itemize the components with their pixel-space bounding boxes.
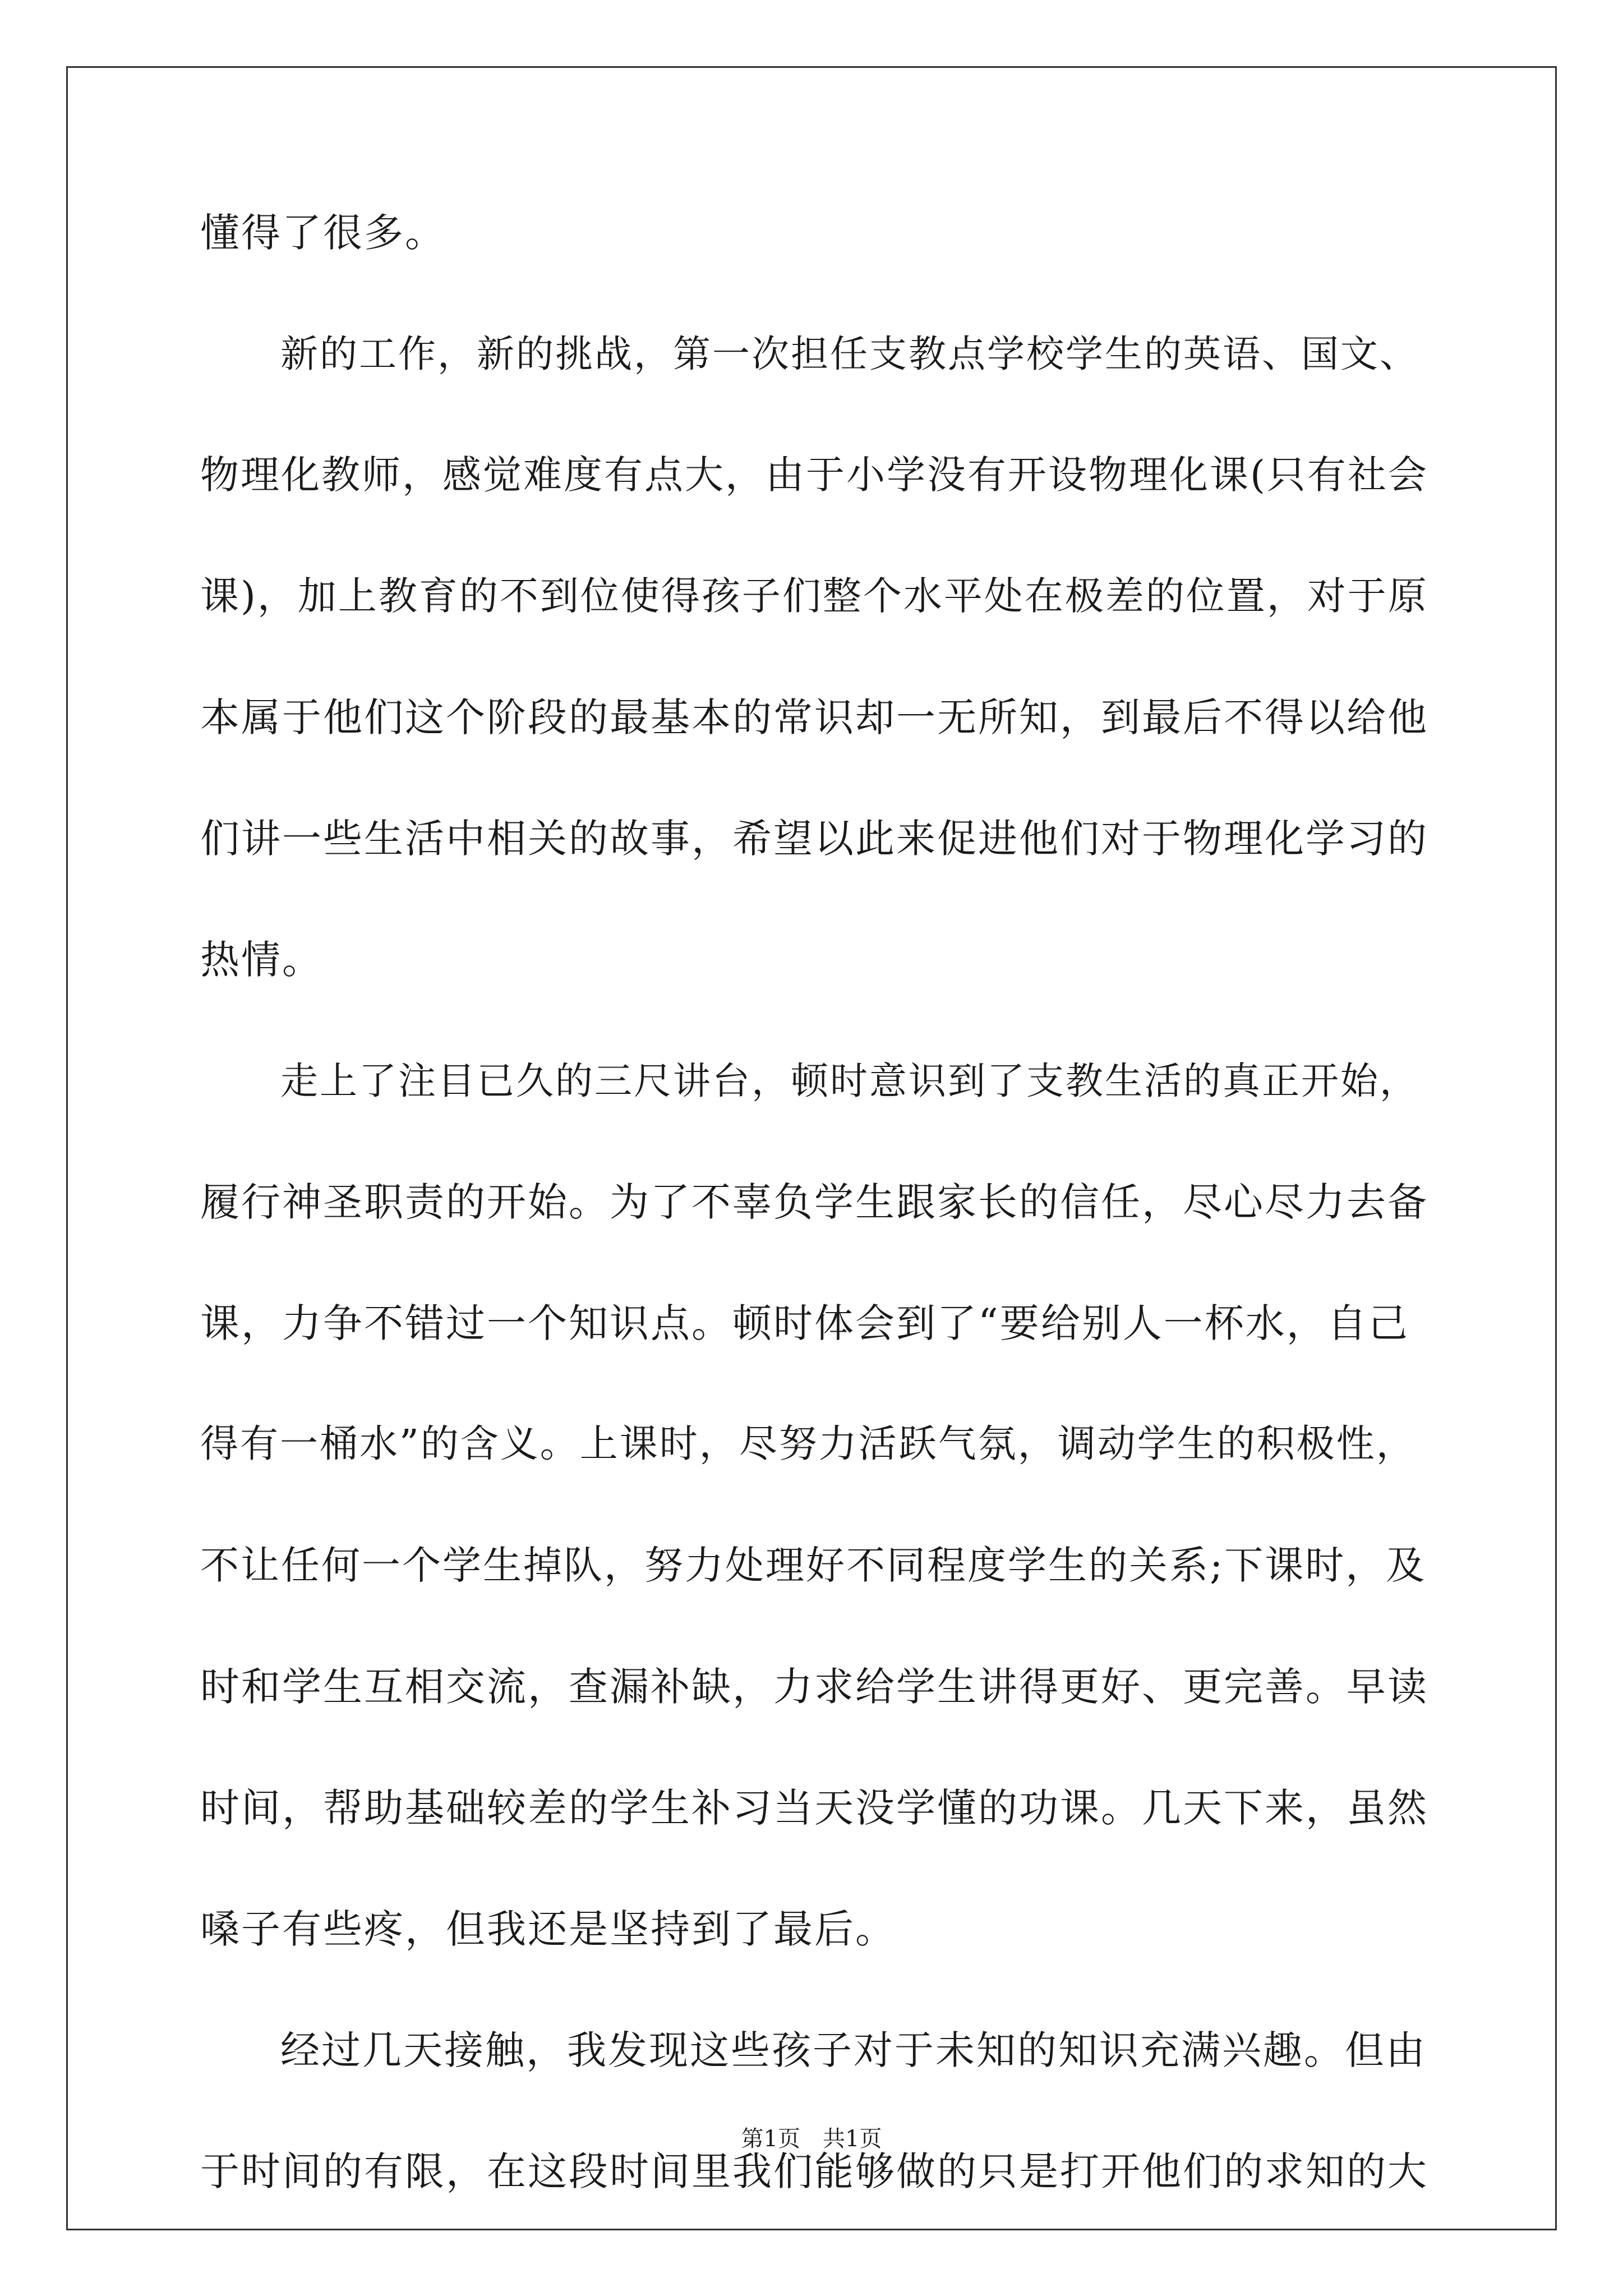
text-line: 嗓子有些疼，但我还是坚持到了最后。 [200, 1906, 896, 1952]
text-line: 们讲一些生活中相关的故事，希望以此来促进他们对于物理化学习的 [200, 816, 1428, 862]
text-line: 不让任何一个学生掉队，努力处理好不同程度学生的关系;下课时，及 [200, 1543, 1427, 1588]
text-line: 本属于他们这个阶段的最基本的常识却一无所知，到最后不得以给他 [200, 694, 1428, 740]
text-line: 履行神圣职责的开始。为了不辜负学生跟家长的信任，尽心尽力去备 [200, 1179, 1428, 1225]
text-line: 物理化教师，感觉难度有点大，由于小学没有开设物理化课(只有社会 [200, 453, 1428, 498]
page-number: 第1页 [741, 2126, 800, 2152]
text-line: 时间，帮助基础较差的学生补习当天没学懂的功课。几天下来，虽然 [200, 1785, 1428, 1831]
text-line: 新的工作，新的挑战，第一次担任支教点学校学生的英语、国文、 [280, 332, 1419, 376]
text-line: 课)，加上教育的不到位使得孩子们整个水平处在极差的位置，对于原 [200, 574, 1428, 619]
page-total: 共1页 [823, 2126, 882, 2152]
text-line: 时和学生互相交流，查漏补缺，力求给学生讲得更好、更完善。早读 [200, 1664, 1428, 1710]
text-line: 热情。 [200, 937, 323, 983]
text-line: 课，力争不错过一个知识点。顿时体会到了“要给别人一杯水，自己 [200, 1300, 1409, 1346]
page-footer [0, 2125, 1623, 2153]
text-line: 懂得了很多。 [200, 210, 446, 256]
text-line: 得有一桶水”的含义。上课时，尽努力活跃气氛，调动学生的积极性， [200, 1422, 1416, 1466]
text-line: 经过几天接触，我发现这些孩子对于未知的知识充满兴趣。但由 [280, 2027, 1427, 2073]
text-line: 于时间的有限，在这段时间里我们能够做的只是打开他们的求知的大 [200, 2148, 1428, 2194]
text-line: 走上了注目已久的三尺讲台，顿时意识到了支教生活的真正开始， [280, 1059, 1419, 1103]
